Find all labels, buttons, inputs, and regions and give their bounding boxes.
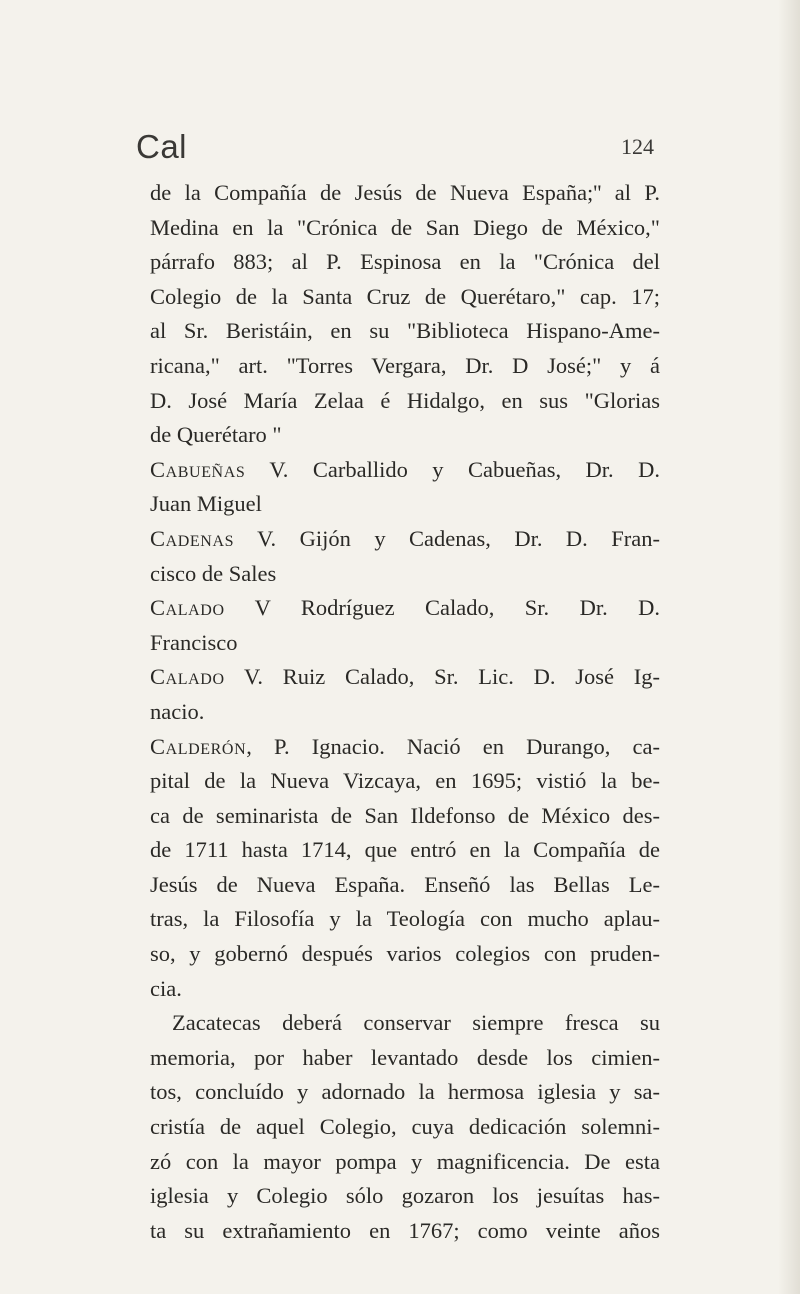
text-line — [150, 764, 660, 799]
text-line — [150, 1110, 660, 1145]
line-text: al Sr. Beristáin, en su "Biblioteca Hispano-Ame- — [150, 318, 660, 344]
line-text: Medina en la "Crónica de San Diego de México," — [150, 214, 660, 240]
text-line — [150, 1041, 660, 1076]
text-line — [150, 626, 660, 661]
text-line — [150, 211, 660, 246]
text-line — [150, 868, 660, 903]
line-text: D. José María Zelaa é Hidalgo, en sus "Glorias — [150, 387, 660, 413]
text-line — [150, 1006, 660, 1041]
line-text: V. Gijón y Cadenas, Dr. D. Fran- — [234, 525, 660, 551]
entry-headword: Cadenas — [150, 525, 235, 551]
line-text: Juan Miguel — [150, 491, 262, 517]
line-text: Colegio de la Santa Cruz de Querétaro," cap. 17; — [150, 283, 660, 309]
entry-line — [150, 660, 660, 695]
line-text: cisco de Sales — [150, 560, 277, 586]
line-text: Francisco — [150, 629, 238, 655]
line-text: V Rodríguez Calado, Sr. Dr. D. — [224, 595, 660, 621]
line-text: memoria, por haber levantado desde los cimien- — [150, 1044, 660, 1070]
entry-headword: Calderón — [150, 733, 247, 759]
entry-line — [150, 453, 660, 488]
line-text: ta su extrañamiento en 1767; como veinte años — [150, 1217, 660, 1243]
line-text: tos, concluído y adornado la hermosa iglesia y sa- — [150, 1079, 660, 1105]
line-text: Jesús de Nueva España. Enseñó las Bellas Le- — [150, 871, 660, 897]
line-text: cia. — [150, 975, 182, 1001]
text-line — [150, 557, 660, 592]
text-line — [150, 937, 660, 972]
entry-line — [150, 522, 660, 557]
line-text: de Querétaro " — [150, 422, 282, 448]
line-text: zó con la mayor pompa y magnificencia. De esta — [150, 1148, 660, 1174]
text-line — [150, 314, 660, 349]
text-line — [150, 695, 660, 730]
line-text: de la Compañía de Jesús de Nueva España;'' al P. — [150, 180, 660, 205]
entry-line — [150, 730, 660, 765]
line-text: tras, la Filosofía y la Teología con mucho aplau- — [150, 906, 660, 932]
line-text: Zacatecas deberá conservar siempre fresca su — [172, 1010, 660, 1036]
entry-line — [150, 591, 660, 626]
text-line — [150, 176, 660, 211]
line-text: párrafo 883; al P. Espinosa en la "Crónica del — [150, 249, 660, 275]
text-line — [150, 833, 660, 868]
line-text: so, y gobernó después varios colegios con pruden- — [150, 941, 660, 967]
line-text: pital de la Nueva Vizcaya, en 1695; vistió la be- — [150, 768, 660, 794]
text-line — [150, 349, 660, 384]
text-line — [150, 245, 660, 280]
text-line — [150, 902, 660, 937]
line-text: iglesia y Colegio sólo gozaron los jesuítas has- — [150, 1183, 660, 1209]
text-line — [150, 1145, 660, 1180]
body-text — [150, 176, 660, 1248]
page-number: 124 — [621, 134, 654, 159]
text-line — [150, 1214, 660, 1249]
text-line — [150, 799, 660, 834]
line-text: nacio. — [150, 698, 205, 724]
line-text: V. Carballido y Cabueñas, Dr. D. — [245, 456, 660, 482]
text-line — [150, 972, 660, 1007]
line-text: V. Ruiz Calado, Sr. Lic. D. José Ig- — [224, 664, 660, 690]
line-text: cristía de aquel Colegio, cuya dedicación solemni- — [150, 1114, 660, 1140]
running-head: Cal — [136, 128, 188, 165]
line-text: , P. Ignacio. Nació en Durango, ca- — [246, 733, 660, 759]
text-line — [150, 418, 660, 453]
page-edge-shadow — [778, 0, 800, 1294]
text-line — [150, 1075, 660, 1110]
text-line — [150, 487, 660, 522]
page-header — [136, 122, 666, 172]
text-line — [150, 1179, 660, 1214]
text-line — [150, 384, 660, 419]
text-line — [150, 280, 660, 315]
entry-headword: Cabueñas — [150, 456, 246, 482]
entry-headword: Calado — [150, 595, 225, 621]
line-text: de 1711 hasta 1714, que entró en la Compañía de — [150, 837, 660, 863]
line-text: ricana," art. "Torres Vergara, Dr. D José;" y á — [150, 352, 660, 378]
line-text: ca de seminarista de San Ildefonso de México des- — [150, 802, 660, 828]
entry-headword: Calado — [150, 664, 225, 690]
